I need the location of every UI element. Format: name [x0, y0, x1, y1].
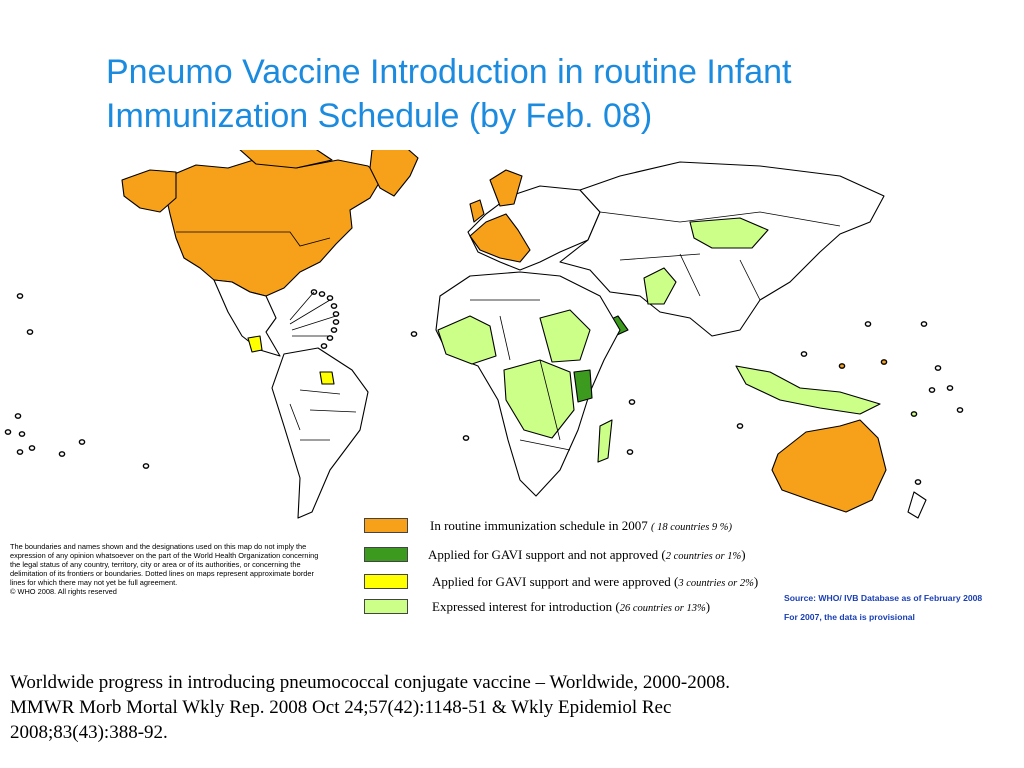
- region-guyana: [320, 372, 334, 384]
- legend-item-interest: [364, 599, 784, 619]
- region-madagascar: [598, 420, 612, 462]
- legend-swatch: [364, 599, 408, 614]
- disclaimer-text: The boundaries and names shown and the designations used on this map do not imply the expression of any opinion whatsoever on the part of the World Health Organization concerning the legal status of any country, territory, city or area or of its authorities, or concerning the delimitation of its frontiers or boundaries. Dotted lines on maps represent approximate border lines for which there may not yet be full agreement.: [10, 542, 319, 587]
- citation-line-2: MMWR Morb Mortal Wkly Rep. 2008 Oct 24;57(42):1148-51 & Wkly Epidemiol Rec: [10, 697, 672, 718]
- legend-swatch: [364, 547, 408, 562]
- world-map: [0, 150, 1024, 520]
- region-alaska: [122, 170, 176, 212]
- slide-title: Pneumo Vaccine Introduction in routine Infant Immunization Schedule (by Feb. 08): [106, 53, 792, 135]
- region-indonesia: [736, 366, 880, 414]
- legend-label: Expressed interest for introduction (26 countries or 13%): [432, 599, 711, 614]
- region-nicaragua: [248, 336, 262, 352]
- legend-label: Applied for GAVI support and were approved (3 countries or 2%): [432, 574, 759, 589]
- region-new-zealand: [908, 492, 926, 518]
- legend-item-routine: [364, 518, 784, 538]
- source-line: Source: WHO/ IVB Database as of February 2008: [784, 593, 983, 603]
- legend-label: In routine immunization schedule in 2007 ( 18 countries 9 %): [430, 518, 733, 533]
- citation: [10, 670, 1010, 745]
- copyright-text: © WHO 2008. All rights reserved: [10, 587, 117, 596]
- region-north-america: [166, 158, 382, 296]
- caribbean-island-chain: [290, 290, 339, 348]
- provisional-note: For 2007, the data is provisional: [784, 612, 915, 622]
- citation-line-3: 2008;83(43):388-92.: [10, 722, 168, 743]
- source-note: [784, 589, 1024, 627]
- map-disclaimer: [10, 542, 322, 596]
- legend-item-gavi-not-approved: [364, 547, 784, 567]
- region-australia: [772, 420, 886, 512]
- legend-item-gavi-approved: [364, 574, 784, 594]
- legend-label: Applied for GAVI support and not approved (2 countries or 1%): [428, 547, 746, 562]
- region-greenland: [370, 150, 418, 196]
- legend-swatch: [364, 518, 408, 533]
- legend-swatch: [364, 574, 408, 589]
- citation-line-1: Worldwide progress in introducing pneumococcal conjugate vaccine – Worldwide, 2000-2008.: [10, 672, 730, 693]
